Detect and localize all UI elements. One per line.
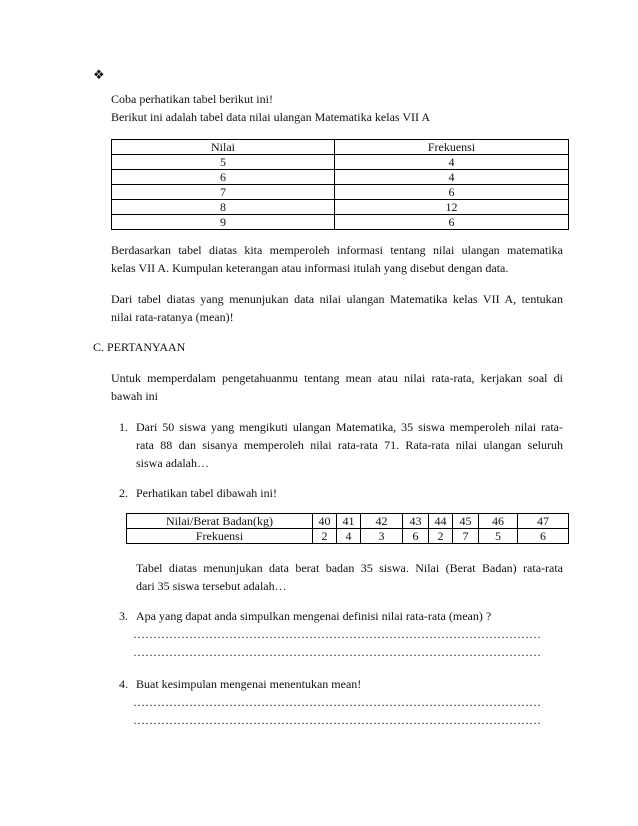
cell-value: 46 <box>479 514 518 529</box>
intro-line-2: Berikut ini adalah tabel data nilai ulangan Matematika kelas VII A <box>111 110 431 124</box>
cell-freq: 2 <box>313 529 337 544</box>
cell-value: 45 <box>453 514 479 529</box>
q1-line-3: siswa adalah… <box>136 456 209 470</box>
para2-line-1: Dari tabel diatas yang menunjukan data nilai ulangan Matematika kelas VII A, tentukan <box>111 292 563 306</box>
table-row <box>112 200 569 215</box>
q2-after-line-1: Tabel diatas menunjukan data berat badan 35 siswa. Nilai (Berat Badan) rata-rata <box>136 561 563 575</box>
q1-number: 1. <box>119 420 128 434</box>
para2-line-2: nilai rata-ratanya (mean)! <box>111 310 234 324</box>
table-row <box>127 514 569 529</box>
cell-nilai: 6 <box>112 170 335 185</box>
table-row <box>112 170 569 185</box>
para1-line-1: Berdasarkan tabel diatas kita memperoleh informasi tentang nilai ulangan matematika <box>111 243 563 257</box>
header-frekuensi: Frekuensi <box>335 140 569 155</box>
cell-freq: 5 <box>479 529 518 544</box>
table-row <box>112 215 569 230</box>
table-header-row <box>112 140 569 155</box>
q3-text: Apa yang dapat anda simpulkan mengenai definisi nilai rata-rata (mean) ? <box>136 609 492 623</box>
row-label-nilai: Nilai/Berat Badan(kg) <box>127 514 313 529</box>
cell-freq: 6 <box>518 529 569 544</box>
cell-frekuensi: 4 <box>335 170 569 185</box>
table-row <box>112 185 569 200</box>
q4-number: 4. <box>119 677 128 691</box>
q1-line-1: Dari 50 siswa yang mengikuti ulangan Matematika, 35 siswa memperoleh nilai rata- <box>136 420 563 434</box>
q4-answer-line-1: ………………………………………………………………………………………… <box>133 695 541 709</box>
cell-freq: 6 <box>403 529 429 544</box>
para3-line-2: bawah ini <box>111 389 158 403</box>
q1-line-2: rata 88 dan sisanya memperoleh nilai rata-rata 71. Rata-rata nilai ulangan seluruh <box>136 438 563 452</box>
q3-number: 3. <box>119 609 128 623</box>
para1-line-2: kelas VII A. Kumpulan keterangan atau informasi itulah yang disebut dengan data. <box>111 261 509 275</box>
cell-freq: 2 <box>429 529 453 544</box>
cell-freq: 4 <box>337 529 361 544</box>
cell-nilai: 5 <box>112 155 335 170</box>
intro-line-1: Coba perhatikan tabel berikut ini! <box>111 92 273 106</box>
cell-frekuensi: 6 <box>335 215 569 230</box>
table-row <box>127 529 569 544</box>
cell-freq: 7 <box>453 529 479 544</box>
cell-freq: 3 <box>361 529 403 544</box>
table-row <box>112 155 569 170</box>
cell-frekuensi: 12 <box>335 200 569 215</box>
cell-value: 47 <box>518 514 569 529</box>
row-label-frekuensi: Frekuensi <box>127 529 313 544</box>
section-c-heading: C. PERTANYAAN <box>93 340 186 354</box>
cell-value: 41 <box>337 514 361 529</box>
cell-value: 44 <box>429 514 453 529</box>
q2-text: Perhatikan tabel dibawah ini! <box>136 486 277 500</box>
para3-line-1: Untuk memperdalam pengetahuanmu tentang mean atau nilai rata-rata, kerjakan soal di <box>111 371 563 385</box>
cell-value: 42 <box>361 514 403 529</box>
q2-number: 2. <box>119 486 128 500</box>
nilai-frekuensi-table <box>111 139 569 230</box>
q4-answer-line-2: ………………………………………………………………………………………… <box>133 713 541 727</box>
cell-nilai: 8 <box>112 200 335 215</box>
header-nilai: Nilai <box>112 140 335 155</box>
q3-answer-line-2: ………………………………………………………………………………………… <box>133 645 541 659</box>
cell-frekuensi: 4 <box>335 155 569 170</box>
cell-nilai: 9 <box>112 215 335 230</box>
q2-after-line-2: dari 35 siswa tersebut adalah… <box>136 579 287 593</box>
cell-nilai: 7 <box>112 185 335 200</box>
cell-value: 40 <box>313 514 337 529</box>
berat-badan-table <box>126 513 569 544</box>
cell-value: 43 <box>403 514 429 529</box>
diamond-bullet-icon: ❖ <box>93 67 105 82</box>
q3-answer-line-1: ………………………………………………………………………………………… <box>133 627 541 641</box>
cell-frekuensi: 6 <box>335 185 569 200</box>
q4-text: Buat kesimpulan mengenai menentukan mean! <box>136 677 362 691</box>
